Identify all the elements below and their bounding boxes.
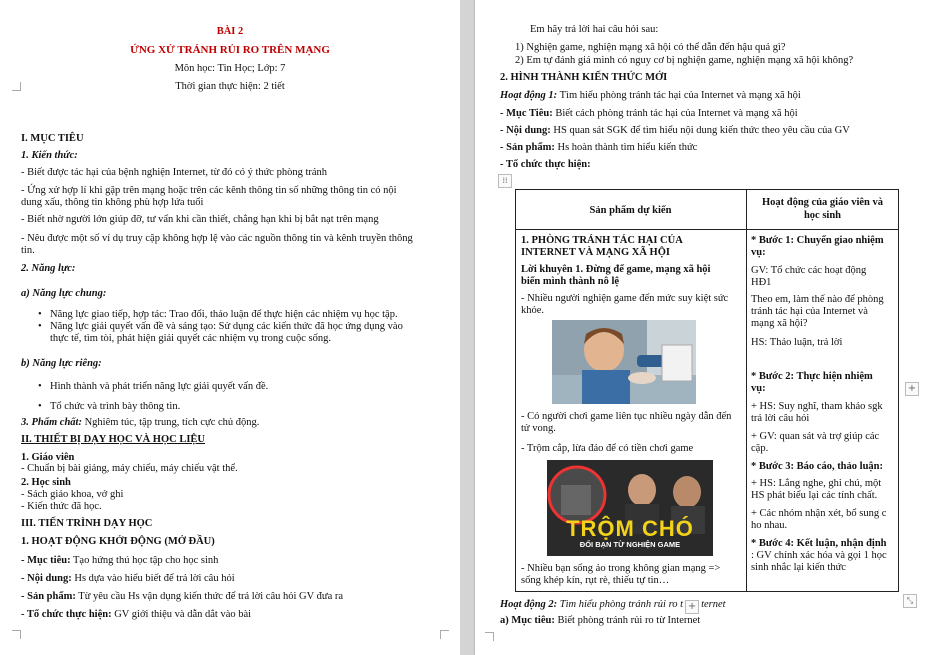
content-label: - Nội dung: [500, 125, 551, 136]
table-move-handle-icon[interactable]: ⁞⁞ [498, 174, 512, 188]
quality-text: Nghiêm túc, tập trung, tích cực chủ động. [81, 417, 260, 428]
page-gap [460, 0, 475, 655]
product-text: Hs hoàn thành tìm hiểu kiến thức [554, 142, 698, 153]
knowledge-item: - Nêu được một số ví dụ truy cập không hợp lệ vào các nguồn thông tin và kênh truyền thông [21, 233, 413, 244]
step4-item: : GV chính xác hóa và gọi 1 học [751, 550, 887, 561]
organization-label: - Tổ chức thực hiện: [500, 159, 591, 170]
table-resize-handle-icon[interactable]: ⤡ [903, 594, 917, 608]
general-ability-item: • Năng lực giao tiếp, hợp tác: Trao đổi, thảo luận để thực hiện các nhiệm vụ học tập. [50, 308, 398, 321]
cell-section-title: 1. PHÒNG TRÁNH TÁC HẠI CỦA [521, 235, 683, 246]
knowledge-item: dung xấu, thông tin không phù hợp lứa tuổi [21, 197, 204, 208]
ability-heading: 2. Năng lực: [21, 263, 76, 274]
a-goal-line [500, 614, 700, 627]
duration-line: Thời gian thực hiện: 2 tiết [175, 81, 285, 92]
margin-corner-mark [440, 630, 449, 639]
consequence-item: - Nhiều người nghiện game đến mức suy kiệt sức [521, 293, 729, 304]
section-new-knowledge: 2. HÌNH THÀNH KIẾN THỨC MỚI [500, 72, 668, 83]
advice-title: Lời khuyên 1. Đừng để game, mạng xã hội [521, 264, 711, 275]
teacher-heading: 1. Giáo viên [21, 452, 75, 463]
consequence-item-cont: khỏe. [521, 305, 545, 316]
margin-corner-mark [12, 630, 21, 639]
product-label: - Sản phẩm: [500, 142, 555, 153]
cell-section-title-cont: INTERNET VÀ MẠNG XÃ HỘI [521, 247, 670, 258]
a1-org-text: GV giới thiệu và dẫn dắt vào bài [111, 609, 252, 620]
content-text: HS quan sát SGK để tìm hiểu nội dung kiến thức theo yêu cầu của GV [550, 125, 850, 136]
step2-item-cont: cặp. [751, 443, 769, 454]
step3-heading: * Bước 3: Báo cáo, thảo luận: [751, 461, 883, 472]
a1-product-line [21, 590, 343, 603]
a1-org-line [21, 608, 251, 621]
table-border [515, 189, 899, 190]
a1-content-line [21, 572, 235, 585]
teacher-task: GV: Tổ chức các hoạt động [751, 265, 867, 276]
quality-line [21, 416, 259, 429]
quality-label: 3. Phẩm chất: [21, 417, 82, 428]
a1-content-label: - Nội dung: [21, 573, 72, 584]
table-border [515, 591, 899, 592]
knowledge-item: - Ứng xử hợp lí khi gặp trên mạng hoặc trên các kênh thông tin số những thông tin có nội [21, 185, 397, 196]
question-2: 2) Em tự đánh giá mình có nguy cơ bị nghiện game, nghiện mạng xã hội không? [515, 55, 854, 66]
table-header-activity-cont: học sinh [803, 210, 842, 221]
lesson-title: ỨNG XỬ TRÁNH RỦI RO TRÊN MẠNG [130, 44, 330, 56]
table-border [746, 189, 747, 592]
step4-item-cont: sinh nhắc lại kiến thức [751, 562, 846, 573]
consequence-item-cont: tử vong. [521, 423, 556, 434]
step1-heading-cont: vụ: [751, 247, 766, 258]
step4-heading: * Bước 4: Kết luận, nhận định [751, 538, 887, 549]
activity1-text: Tìm hiểu phòng tránh tác hại của Internet và mạng xã hội [557, 90, 801, 101]
general-ability-heading: a) Năng lực chung: [21, 288, 107, 299]
student-item: - Sách giáo khoa, vở ghi [21, 489, 124, 500]
news-subheadline: ĐỐI BẠN TỪ NGHIỆN GAME [579, 540, 681, 549]
add-column-icon[interactable]: + [905, 382, 919, 396]
product-line [500, 141, 697, 154]
general-ability-item: • Năng lực giải quyết vấn đề và sáng tạo: Sử dụng các kiến thức đã học ứng dụng vào [50, 320, 403, 333]
a-goal-label: a) Mục tiêu: [500, 615, 555, 626]
teacher-task-cont: HĐ1 [751, 277, 772, 288]
teacher-text: - Chuẩn bị bài giảng, máy chiếu, máy chiếu vật thể. [21, 463, 238, 474]
table-border [515, 229, 899, 230]
a1-goal-line [21, 554, 218, 567]
teacher-question-cont: tránh tác hại của Internet và [751, 306, 868, 317]
a1-goal-label: - Mục tiêu: [21, 555, 71, 566]
consequence-item: - Trộm cắp, lừa đảo để có tiền chơi game [521, 443, 694, 454]
step3-item-cont: HS phát biểu lại các tính chất. [751, 490, 878, 501]
step3-item: + HS: Lắng nghe, ghi chú, một [751, 478, 882, 489]
step3-item: + Các nhóm nhận xét, bổ sung c [751, 508, 887, 519]
knowledge-item: - Biết nhờ người lớn giúp đỡ, tư vấn khi cần thiết, chẳng hạn khi bị bắt nạt trên mạng [21, 214, 379, 225]
specific-ability-item: • Tổ chức và trình bày thông tin. [50, 400, 180, 413]
goal-line [500, 107, 798, 120]
question-1: 1) Nghiện game, nghiện mạng xã hội có thể dẫn đến hậu quả gì? [515, 42, 786, 53]
step2-heading: * Bước 2: Thực hiện nhiệm [751, 371, 873, 382]
content-line [500, 124, 850, 137]
step3-item-cont: ho nhau. [751, 520, 788, 531]
section-objectives: I. MỤC TIÊU [21, 133, 84, 144]
document-page-right [475, 0, 934, 655]
activity2-tail: ternet [701, 599, 726, 610]
add-row-icon[interactable]: + [685, 600, 699, 614]
activity2-line [500, 598, 726, 612]
theft-news-image [547, 460, 713, 556]
table-header-product: Sản phẩm dự kiến [589, 205, 672, 216]
subject-line: Môn học: Tin Học; Lớp: 7 [174, 63, 286, 74]
a1-product-text: Từ yêu cầu Hs vận dụng kiến thức để trả lời câu hỏi GV đưa ra [75, 591, 344, 602]
activity1-label: Hoạt động 1: [500, 90, 558, 101]
news-headline: TRỘM CHÓ [566, 516, 694, 541]
a1-org-label: - Tổ chức thực hiện: [21, 609, 112, 620]
teacher-question-cont: mạng xã hội? [751, 318, 808, 329]
lesson-number: BÀI 2 [216, 26, 244, 37]
student-heading: 2. Học sinh [21, 477, 71, 488]
step1-heading: * Bước 1: Chuyển giao nhiệm [751, 235, 884, 246]
table-header-activity: Hoạt động của giáo viên và [761, 197, 884, 208]
a1-content-text: Hs dựa vào hiểu biết để trả lời câu hỏi [71, 573, 235, 584]
consequence-item: - Có người chơi game liên tục nhiều ngày dẫn đến [521, 411, 732, 422]
section-equipment: II. THIẾT BỊ DẠY HỌC VÀ HỌC LIỆU [21, 434, 205, 445]
step2-heading-cont: vụ: [751, 383, 766, 394]
goal-label: - Mục Tiêu: [500, 108, 553, 119]
activity1-line [500, 89, 801, 102]
student-item: - Kiến thức đã học. [21, 501, 102, 512]
a1-goal-text: Tạo hứng thú học tập cho học sinh [70, 555, 219, 566]
general-ability-item-cont: thực tế, tìm tòi, phát hiện giải quyết các nhiệm vụ trong cuộc sống. [50, 333, 331, 344]
step2-item-cont: trả lời câu hỏi [751, 413, 810, 424]
photo-illustration [552, 320, 696, 404]
specific-ability-item: • Hình thành và phát triển năng lực giải quyết vấn đề. [50, 380, 268, 393]
student-response: HS: Thảo luận, trả lời [751, 337, 843, 348]
document-page-left [0, 0, 460, 655]
a1-product-label: - Sản phẩm: [21, 591, 76, 602]
table-border [515, 189, 516, 592]
goal-text: Biết cách phòng tránh tác hại của Internet và mạng xã hội [552, 108, 798, 119]
questions-intro: Em hãy trả lời hai câu hỏi sau: [530, 24, 659, 35]
section-process: III. TIẾN TRÌNH DẠY HỌC [21, 518, 153, 529]
activity1-heading: 1. HOẠT ĐỘNG KHỞI ĐỘNG (MỞ ĐẦU) [21, 536, 215, 547]
specific-ability-heading: b) Năng lực riêng: [21, 358, 102, 369]
table-border [898, 189, 899, 592]
knowledge-item: tin. [21, 245, 35, 256]
knowledge-item: - Biết được tác hại của bệnh nghiện Internet, từ đó có ý thức phòng tránh [21, 167, 328, 178]
teacher-question: Theo em, làm thế nào để phòng [751, 294, 884, 305]
advice-title-cont: biến mình thành nô lệ [521, 276, 620, 287]
consequence-item: - Nhiều bạn sống ảo trong không gian mạng => [521, 563, 721, 574]
margin-corner-mark [485, 632, 494, 641]
a-goal-text: Biết phòng tránh rủi ro từ Internet [554, 615, 701, 626]
boy-at-computer-image [552, 320, 696, 404]
step2-item: + GV: quan sát và trợ giúp các [751, 431, 880, 442]
activity2-label: Hoạt động 2: [500, 599, 558, 610]
step2-item: + HS: Suy nghĩ, tham khảo sgk [751, 401, 883, 412]
knowledge-heading: 1. Kiến thức: [21, 150, 78, 161]
consequence-item-cont: sống khép kín, rụt rè, thiếu tự tin… [521, 575, 670, 586]
activity2-text: Tìm hiểu phòng tránh rủi ro t [557, 599, 684, 610]
